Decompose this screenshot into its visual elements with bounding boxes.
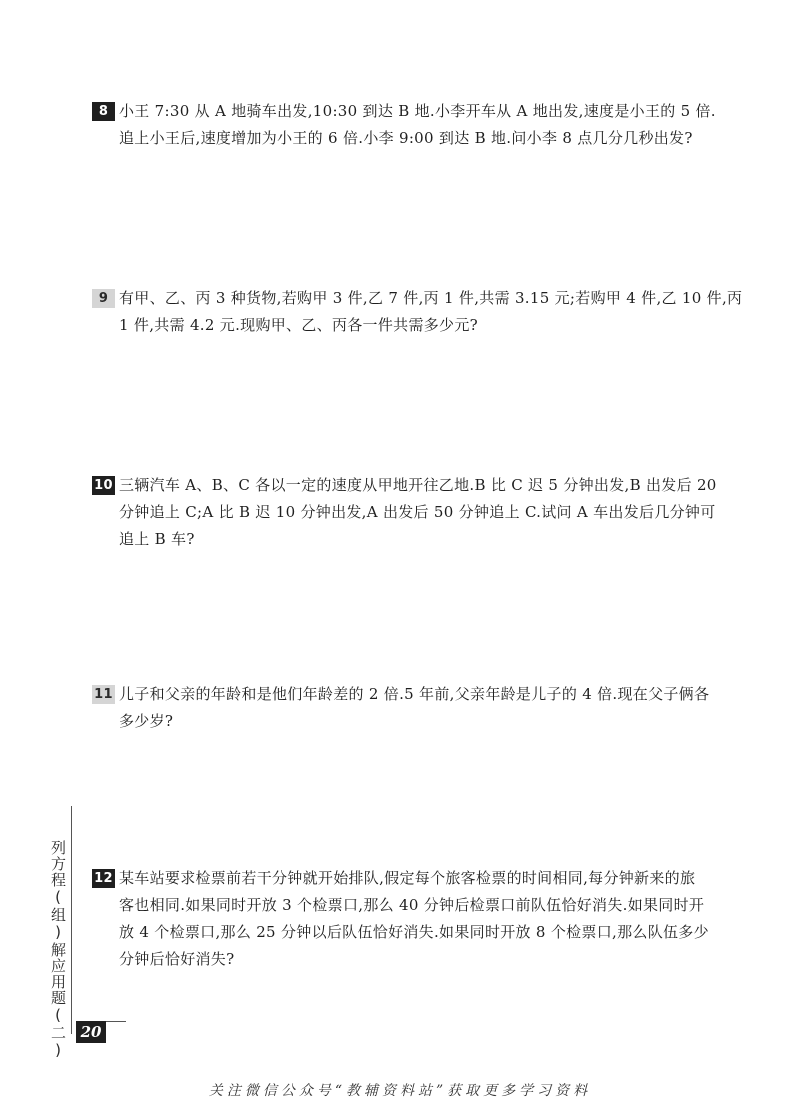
page-number: 20 [76,1021,106,1043]
problem-number-badge: 8 [92,102,115,121]
page-number-rule [106,1021,126,1022]
problem-line [92,472,720,499]
problem-text: 放 4 个检票口,那么 25 分钟以后队伍恰好消失.如果同时开放 8 个检票口,那么队伍多少 [119,923,709,941]
problem-text: 多少岁? [119,712,174,730]
problem-text: 儿子和父亲的年龄和是他们年龄差的 2 倍.5 年前,父亲年龄是儿子的 4 倍.现在父子俩各 [119,685,710,703]
problem-line [92,681,720,708]
problem-text: 客也相同.如果同时开放 3 个检票口,那么 40 分钟后检票口前队伍恰好消失.如果同时开 [119,896,705,914]
problem-text: 1 件,共需 4.2 元.现购甲、乙、丙各一件共需多少元? [119,316,478,334]
problem-text: 追上小王后,速度增加为小王的 6 倍.小李 9:00 到达 B 地.问小李 8 点几分几秒出发? [119,129,693,147]
problem-text: 有甲、乙、丙 3 种货物,若购甲 3 件,乙 7 件,丙 1 件,共需 3.15 元;若购甲 4 件,乙 10 件,丙 [119,289,743,307]
problem-11 [92,681,720,735]
problem-8 [92,98,720,152]
side-divider [71,806,72,1034]
problem-number-badge: 12 [92,869,115,888]
problem-text: 三辆汽车 A、B、C 各以一定的速度从甲地开往乙地.B 比 C 迟 5 分钟出发,B 出发后 20 [119,476,717,494]
problem-line [92,285,743,312]
problem-text: 分钟追上 C;A 比 B 迟 10 分钟出发,A 出发后 50 分钟追上 C.试问 A 车出发后几分钟可 [119,503,716,521]
problem-line [92,865,720,892]
problem-9 [92,285,743,339]
chapter-side-title: 列方程(组)解应用题(二) [49,840,67,1060]
problem-text: 某车站要求检票前若干分钟就开始排队,假定每个旅客检票的时间相同,每分钟新来的旅 [119,869,696,887]
problem-number-badge: 9 [92,289,115,308]
problem-text: 小王 7:30 从 A 地骑车出发,10:30 到达 B 地.小李开车从 A 地出发,速度是小王的 5 倍. [119,102,716,120]
footer-note: 关注微信公众号“教辅资料站”获取更多学习资料 [208,1083,592,1099]
problem-text: 追上 B 车? [119,530,195,548]
problem-10 [92,472,720,553]
problem-line [92,98,720,125]
problem-number-badge: 11 [92,685,115,704]
problem-12 [92,865,720,973]
problem-text: 分钟后恰好消失? [119,950,235,968]
problem-number-badge: 10 [92,476,115,495]
